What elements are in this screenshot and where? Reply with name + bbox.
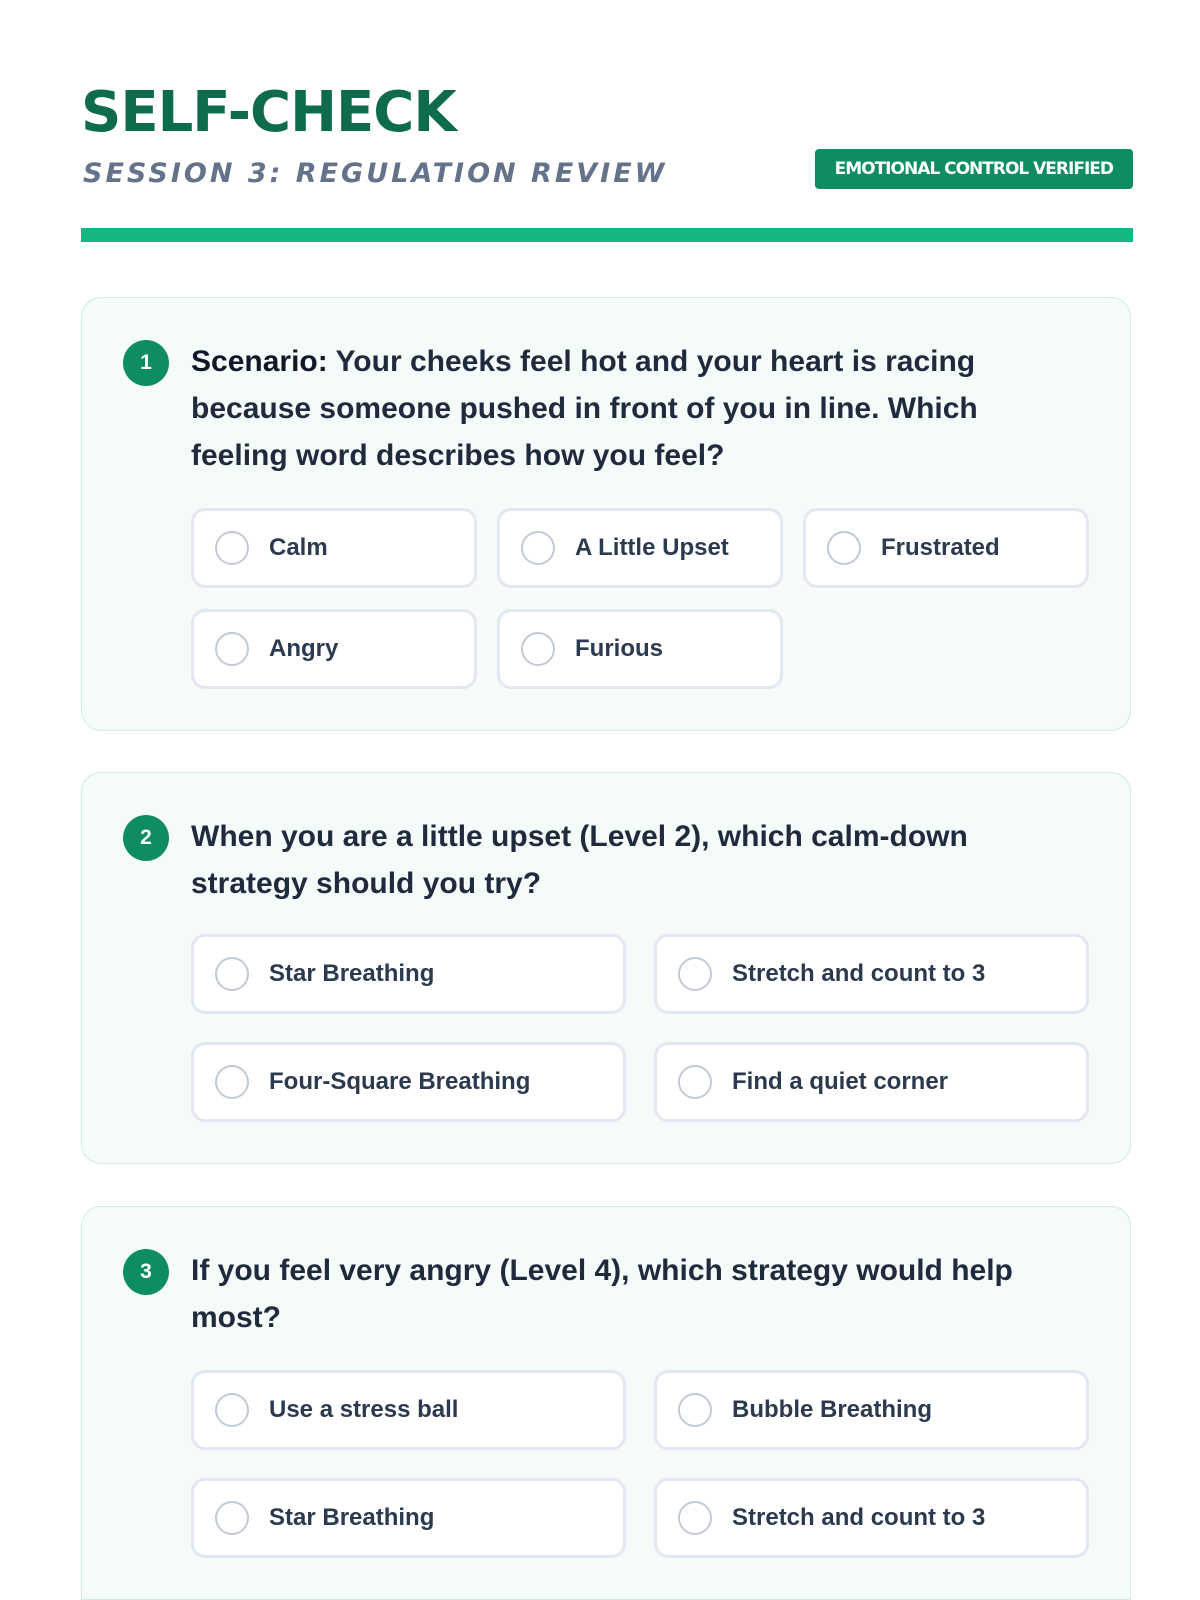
answer-option[interactable] [191,934,626,1014]
answer-label: Furious [575,635,663,662]
question-number-badge: 3 [123,1249,169,1295]
answer-option[interactable] [191,1042,626,1122]
answer-option[interactable] [803,508,1089,588]
session-subtitle: SESSION 3: REGULATION REVIEW [83,158,668,189]
answer-label: Calm [269,534,328,561]
radio-button[interactable] [215,957,249,991]
answer-label: Star Breathing [269,960,435,987]
answer-label: Stretch and count to 3 [732,1504,986,1531]
page-title: SELF-CHECK [81,80,456,145]
answer-option[interactable] [654,1370,1089,1450]
answer-option[interactable] [497,508,783,588]
answer-option[interactable] [654,1042,1089,1122]
question-body: Your cheeks feel hot and your heart is racing because someone pushed in front of you in line. Which feeling word describes how you feel? [191,345,978,472]
answer-option[interactable] [191,508,477,588]
question-card-3 [81,1206,1131,1600]
radio-button[interactable] [678,1065,712,1099]
answer-label: Angry [269,635,339,662]
answer-label: Stretch and count to 3 [732,960,986,987]
question-text [191,338,1061,479]
radio-button[interactable] [215,1501,249,1535]
question-card-1 [81,297,1131,731]
radio-button[interactable] [678,1393,712,1427]
question-text: When you are a little upset (Level 2), which calm-down strategy should you try? [191,820,968,900]
radio-button[interactable] [215,531,249,565]
page-header [81,80,1133,189]
answer-option[interactable] [654,934,1089,1014]
status-badge: EMOTIONAL CONTROL VERIFIED [815,149,1133,189]
answer-label: Bubble Breathing [732,1396,933,1423]
radio-button[interactable] [215,1065,249,1099]
radio-button[interactable] [215,1393,249,1427]
answer-option[interactable] [497,609,783,689]
answer-option[interactable] [191,1370,626,1450]
question-card-2 [81,772,1131,1164]
radio-button[interactable] [678,1501,712,1535]
answer-label: Use a stress ball [269,1396,459,1423]
radio-button[interactable] [827,531,861,565]
answer-option[interactable] [191,609,477,689]
radio-button[interactable] [678,957,712,991]
question-number-badge: 1 [123,340,169,386]
answer-label: A Little Upset [575,534,729,561]
radio-button[interactable] [521,632,555,666]
answer-label: Frustrated [881,534,1000,561]
question-text: If you feel very angry (Level 4), which strategy would help most? [191,1254,1013,1334]
answer-label: Four-Square Breathing [269,1068,531,1095]
question-lead: Scenario: [191,345,328,378]
answer-option[interactable] [654,1478,1089,1558]
radio-button[interactable] [521,531,555,565]
answer-label: Star Breathing [269,1504,435,1531]
answer-option[interactable] [191,1478,626,1558]
answer-label: Find a quiet corner [732,1068,949,1095]
header-divider [81,228,1133,242]
question-number-badge: 2 [123,815,169,861]
radio-button[interactable] [215,632,249,666]
